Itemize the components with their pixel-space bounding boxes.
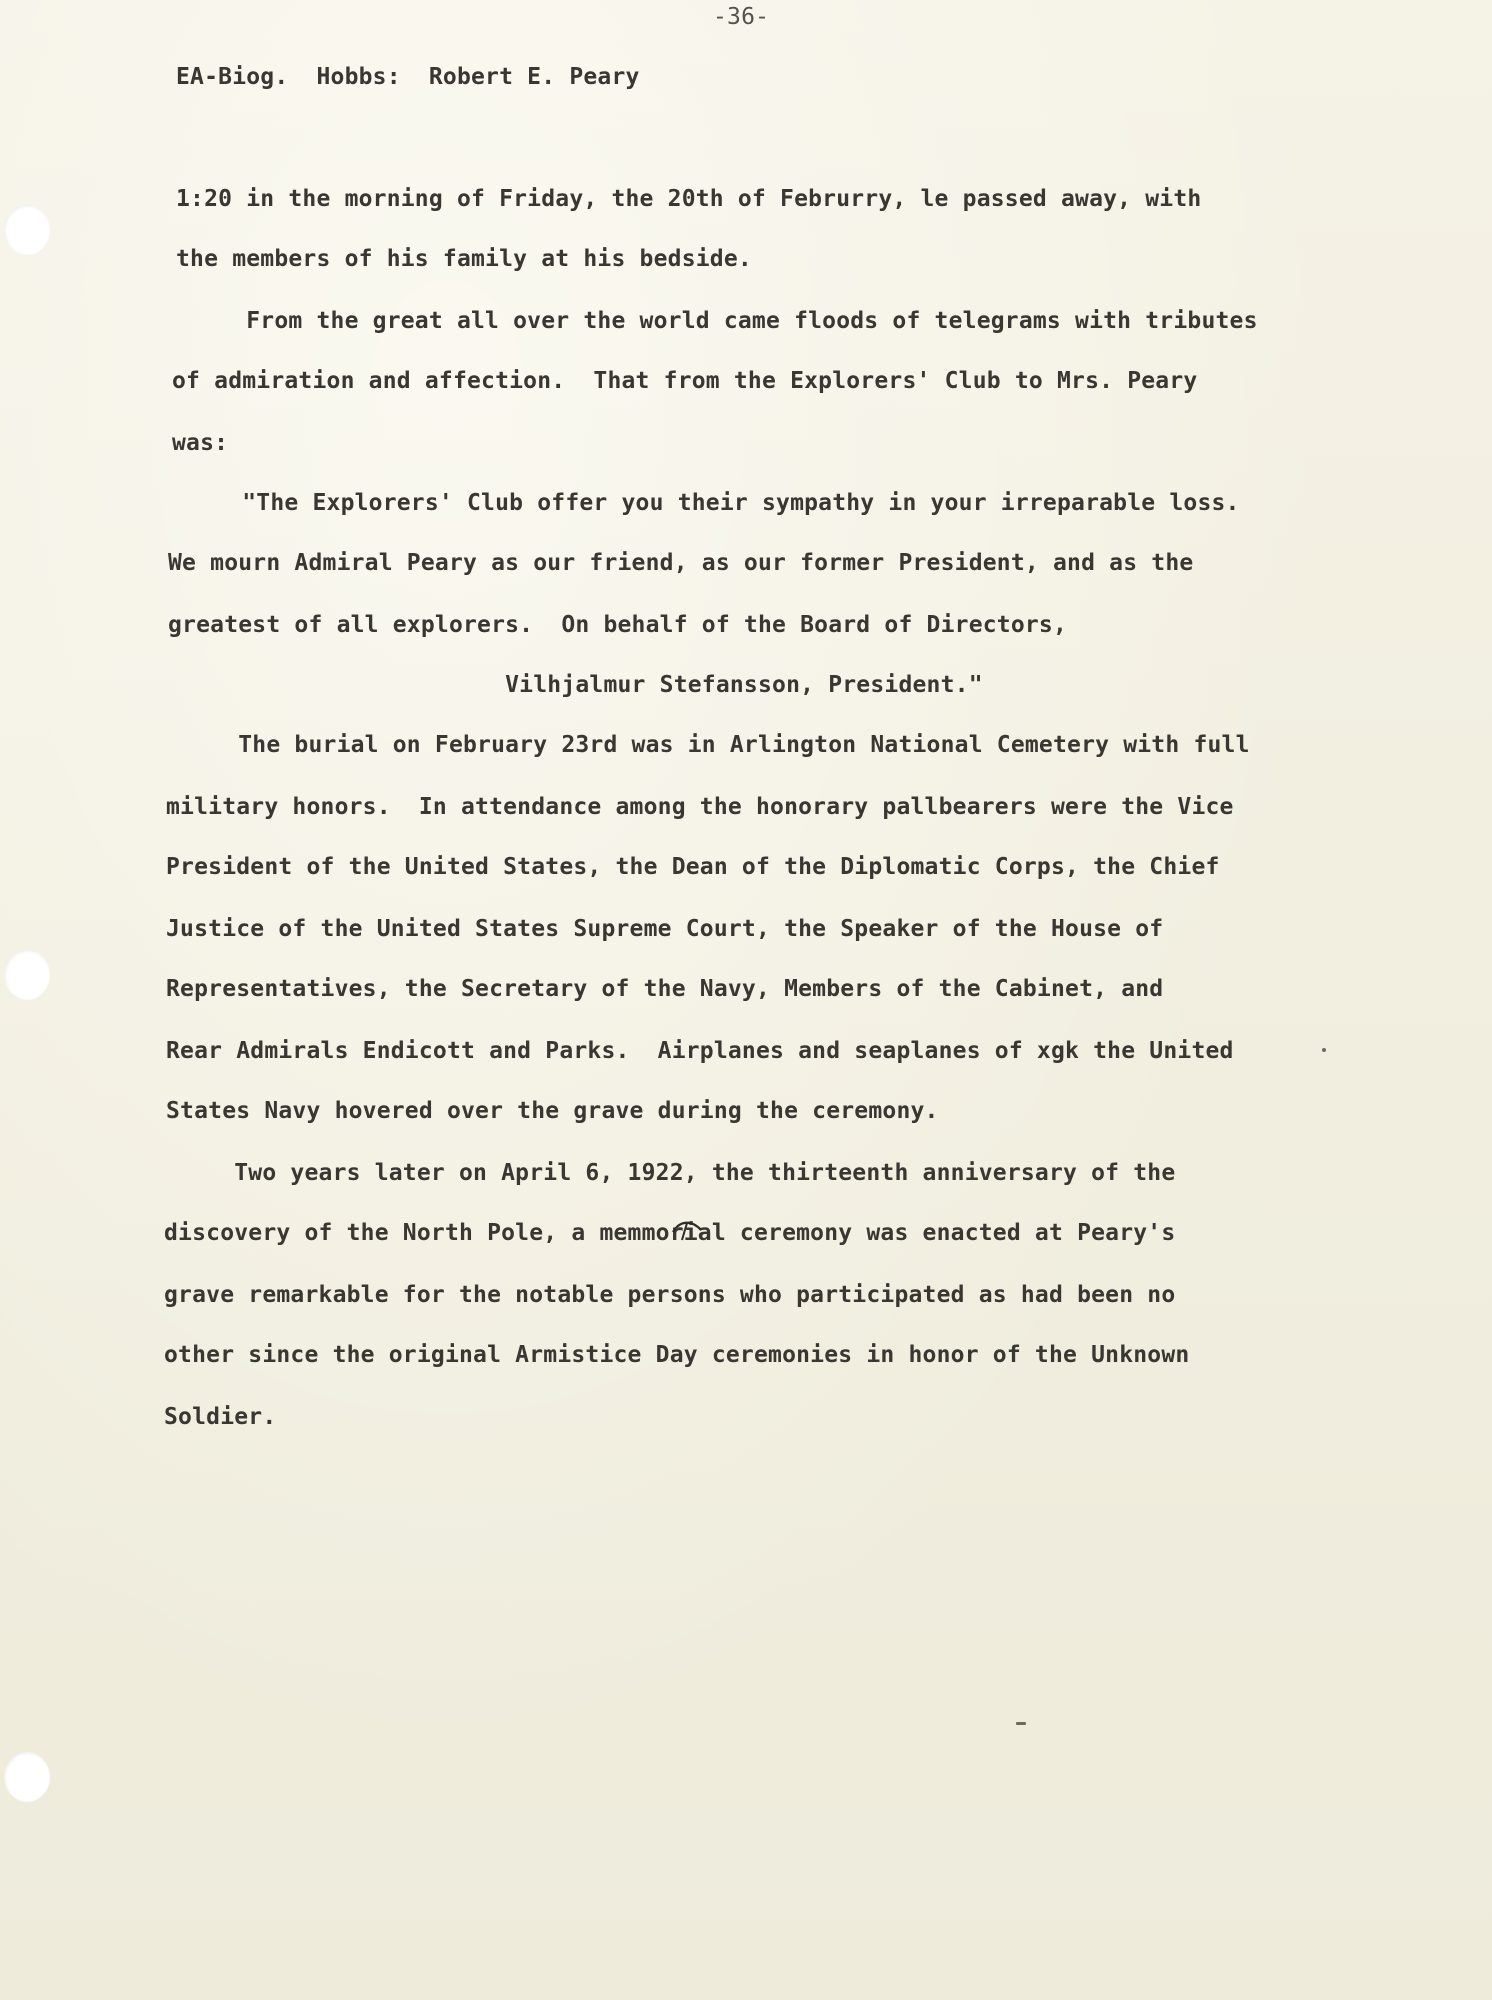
body-line: Rear Admirals Endicott and Parks. Airplanes and seaplanes of xgk the United — [166, 1038, 1234, 1064]
body-line: Representatives, the Secretary of the Navy, Members of the Cabinet, and — [166, 976, 1164, 1002]
body-line: discovery of the North Pole, a memmorial ceremony was enacted at Peary's — [164, 1220, 1176, 1246]
body-line: States Navy hovered over the grave during the ceremony. — [166, 1098, 939, 1124]
quoted-telegram-line: "The Explorers' Club offer you their sympathy in your irreparable loss. — [172, 490, 1240, 516]
quoted-telegram-line: greatest of all explorers. On behalf of the Board of Directors, — [168, 612, 1068, 638]
body-line: military honors. In attendance among the honorary pallbearers were the Vice — [166, 794, 1234, 820]
body-line: Soldier. — [164, 1404, 277, 1430]
body-line: of admiration and affection. That from the Explorers' Club to Mrs. Peary — [172, 368, 1198, 394]
body-line: grave remarkable for the notable persons who participated as had been no — [164, 1282, 1176, 1308]
punch-hole-top — [4, 205, 50, 255]
body-line: was: — [172, 430, 229, 456]
stray-ink-mark — [1016, 1722, 1026, 1725]
body-line: From the great all over the world came floods of telegrams with tributes — [176, 308, 1258, 334]
body-line: 1:20 in the morning of Friday, the 20th of Februrry, le passed away, with — [176, 186, 1202, 212]
punch-hole-middle — [4, 950, 50, 1000]
body-line: Two years later on April 6, 1922, the thirteenth anniversary of the — [164, 1160, 1176, 1186]
body-line: The burial on February 23rd was in Arlington National Cemetery with full — [168, 732, 1250, 758]
body-line: Justice of the United States Supreme Court, the Speaker of the House of — [166, 916, 1164, 942]
body-line: President of the United States, the Dean of the Diplomatic Corps, the Chief — [166, 854, 1220, 880]
stray-ink-dot — [1322, 1048, 1326, 1052]
page-number: -36- — [713, 4, 770, 30]
quoted-telegram-line: We mourn Admiral Peary as our friend, as our former President, and as the — [168, 550, 1194, 576]
body-line: the members of his family at his bedside. — [176, 246, 752, 272]
telegram-signature: Vilhjalmur Stefansson, President." — [168, 672, 983, 698]
punch-hole-bottom — [4, 1752, 50, 1802]
running-header: EA-Biog. Hobbs: Robert E. Peary — [176, 64, 640, 90]
handwritten-correction-mark — [670, 1218, 704, 1242]
body-line: other since the original Armistice Day ceremonies in honor of the Unknown — [164, 1342, 1190, 1368]
